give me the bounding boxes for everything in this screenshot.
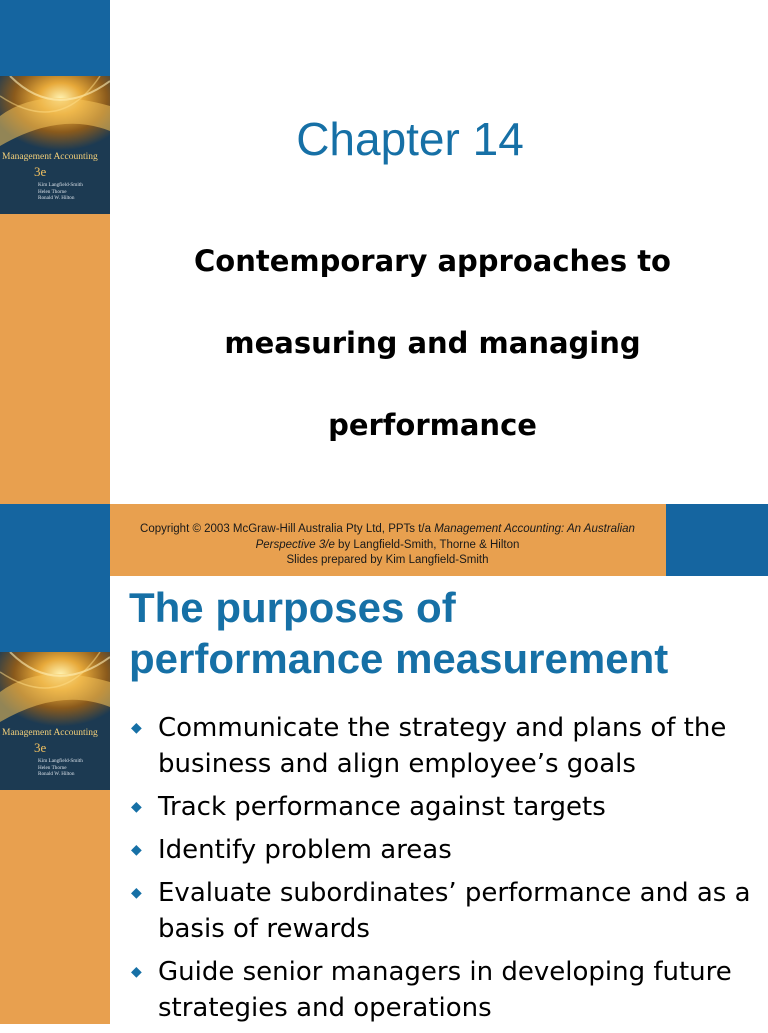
slide-title-line: The purposes of	[129, 584, 456, 631]
cover-author: Kim Langfield-Smith	[38, 182, 83, 188]
cover-edition: 3e	[34, 164, 47, 179]
subtitle-line: Contemporary approaches to	[194, 244, 671, 278]
bullet-item	[128, 789, 753, 825]
left-blue-block	[0, 0, 110, 76]
cover-author: Helen Thorne	[38, 188, 67, 195]
subtitle-line: measuring and managing	[224, 326, 641, 360]
bullet-item	[128, 710, 753, 782]
left-orange-block	[0, 214, 110, 504]
bullet-text: Track performance against targets	[158, 792, 606, 822]
chapter-title: Chapter 14	[296, 113, 524, 165]
book-cover-image	[0, 76, 110, 214]
copyright-notice	[115, 522, 660, 569]
cover-authors	[38, 182, 83, 202]
cover-edition: 3e	[34, 740, 47, 755]
left-orange-block	[0, 790, 110, 1024]
bullet-item	[128, 832, 753, 868]
diamond-bullet-icon: ◆	[131, 964, 142, 980]
bullet-text: Guide senior managers in developing future strategies and operations	[158, 957, 732, 1023]
bullet-list	[128, 710, 753, 1033]
bullet-text: Identify problem areas	[158, 835, 452, 865]
cover-author: Ronald W. Hilton	[38, 195, 75, 201]
bullet-text: Communicate the strategy and plans of the business and align employee’s goals	[158, 713, 727, 779]
left-blue-block	[0, 576, 110, 652]
cover-author: Kim Langfield-Smith	[38, 758, 83, 764]
chapter-subtitle	[150, 220, 715, 466]
diamond-bullet-icon: ◆	[131, 799, 142, 815]
slide-title-line: performance measurement	[129, 635, 669, 682]
copyright-book-title: Management Accounting: An Australian Perspective 3/e	[255, 523, 635, 551]
book-cover-image	[0, 652, 110, 790]
cover-title: Management Accounting	[2, 152, 98, 162]
subtitle-line: performance	[328, 408, 537, 442]
copyright-credit: Slides prepared by Kim Langfield-Smith	[286, 554, 489, 566]
diamond-bullet-icon: ◆	[131, 842, 142, 858]
diamond-bullet-icon: ◆	[131, 720, 142, 736]
copyright-suffix: by Langfield-Smith, Thorne & Hilton	[334, 538, 520, 551]
slide-title	[129, 582, 759, 684]
cover-title: Management Accounting	[2, 728, 98, 738]
cover-authors	[38, 758, 83, 778]
bullet-item	[128, 875, 753, 947]
cover-author: Helen Thorne	[38, 764, 67, 771]
bullet-text: Evaluate subordinates’ performance and as a basis of rewards	[158, 878, 751, 944]
copyright-prefix: Copyright © 2003 McGraw-Hill Australia Pty Ltd, PPTs t/a	[140, 523, 435, 535]
cover-author: Ronald W. Hilton	[38, 771, 75, 777]
content-slide	[0, 576, 768, 1024]
diamond-bullet-icon: ◆	[131, 885, 142, 901]
bullet-item	[128, 954, 753, 1026]
